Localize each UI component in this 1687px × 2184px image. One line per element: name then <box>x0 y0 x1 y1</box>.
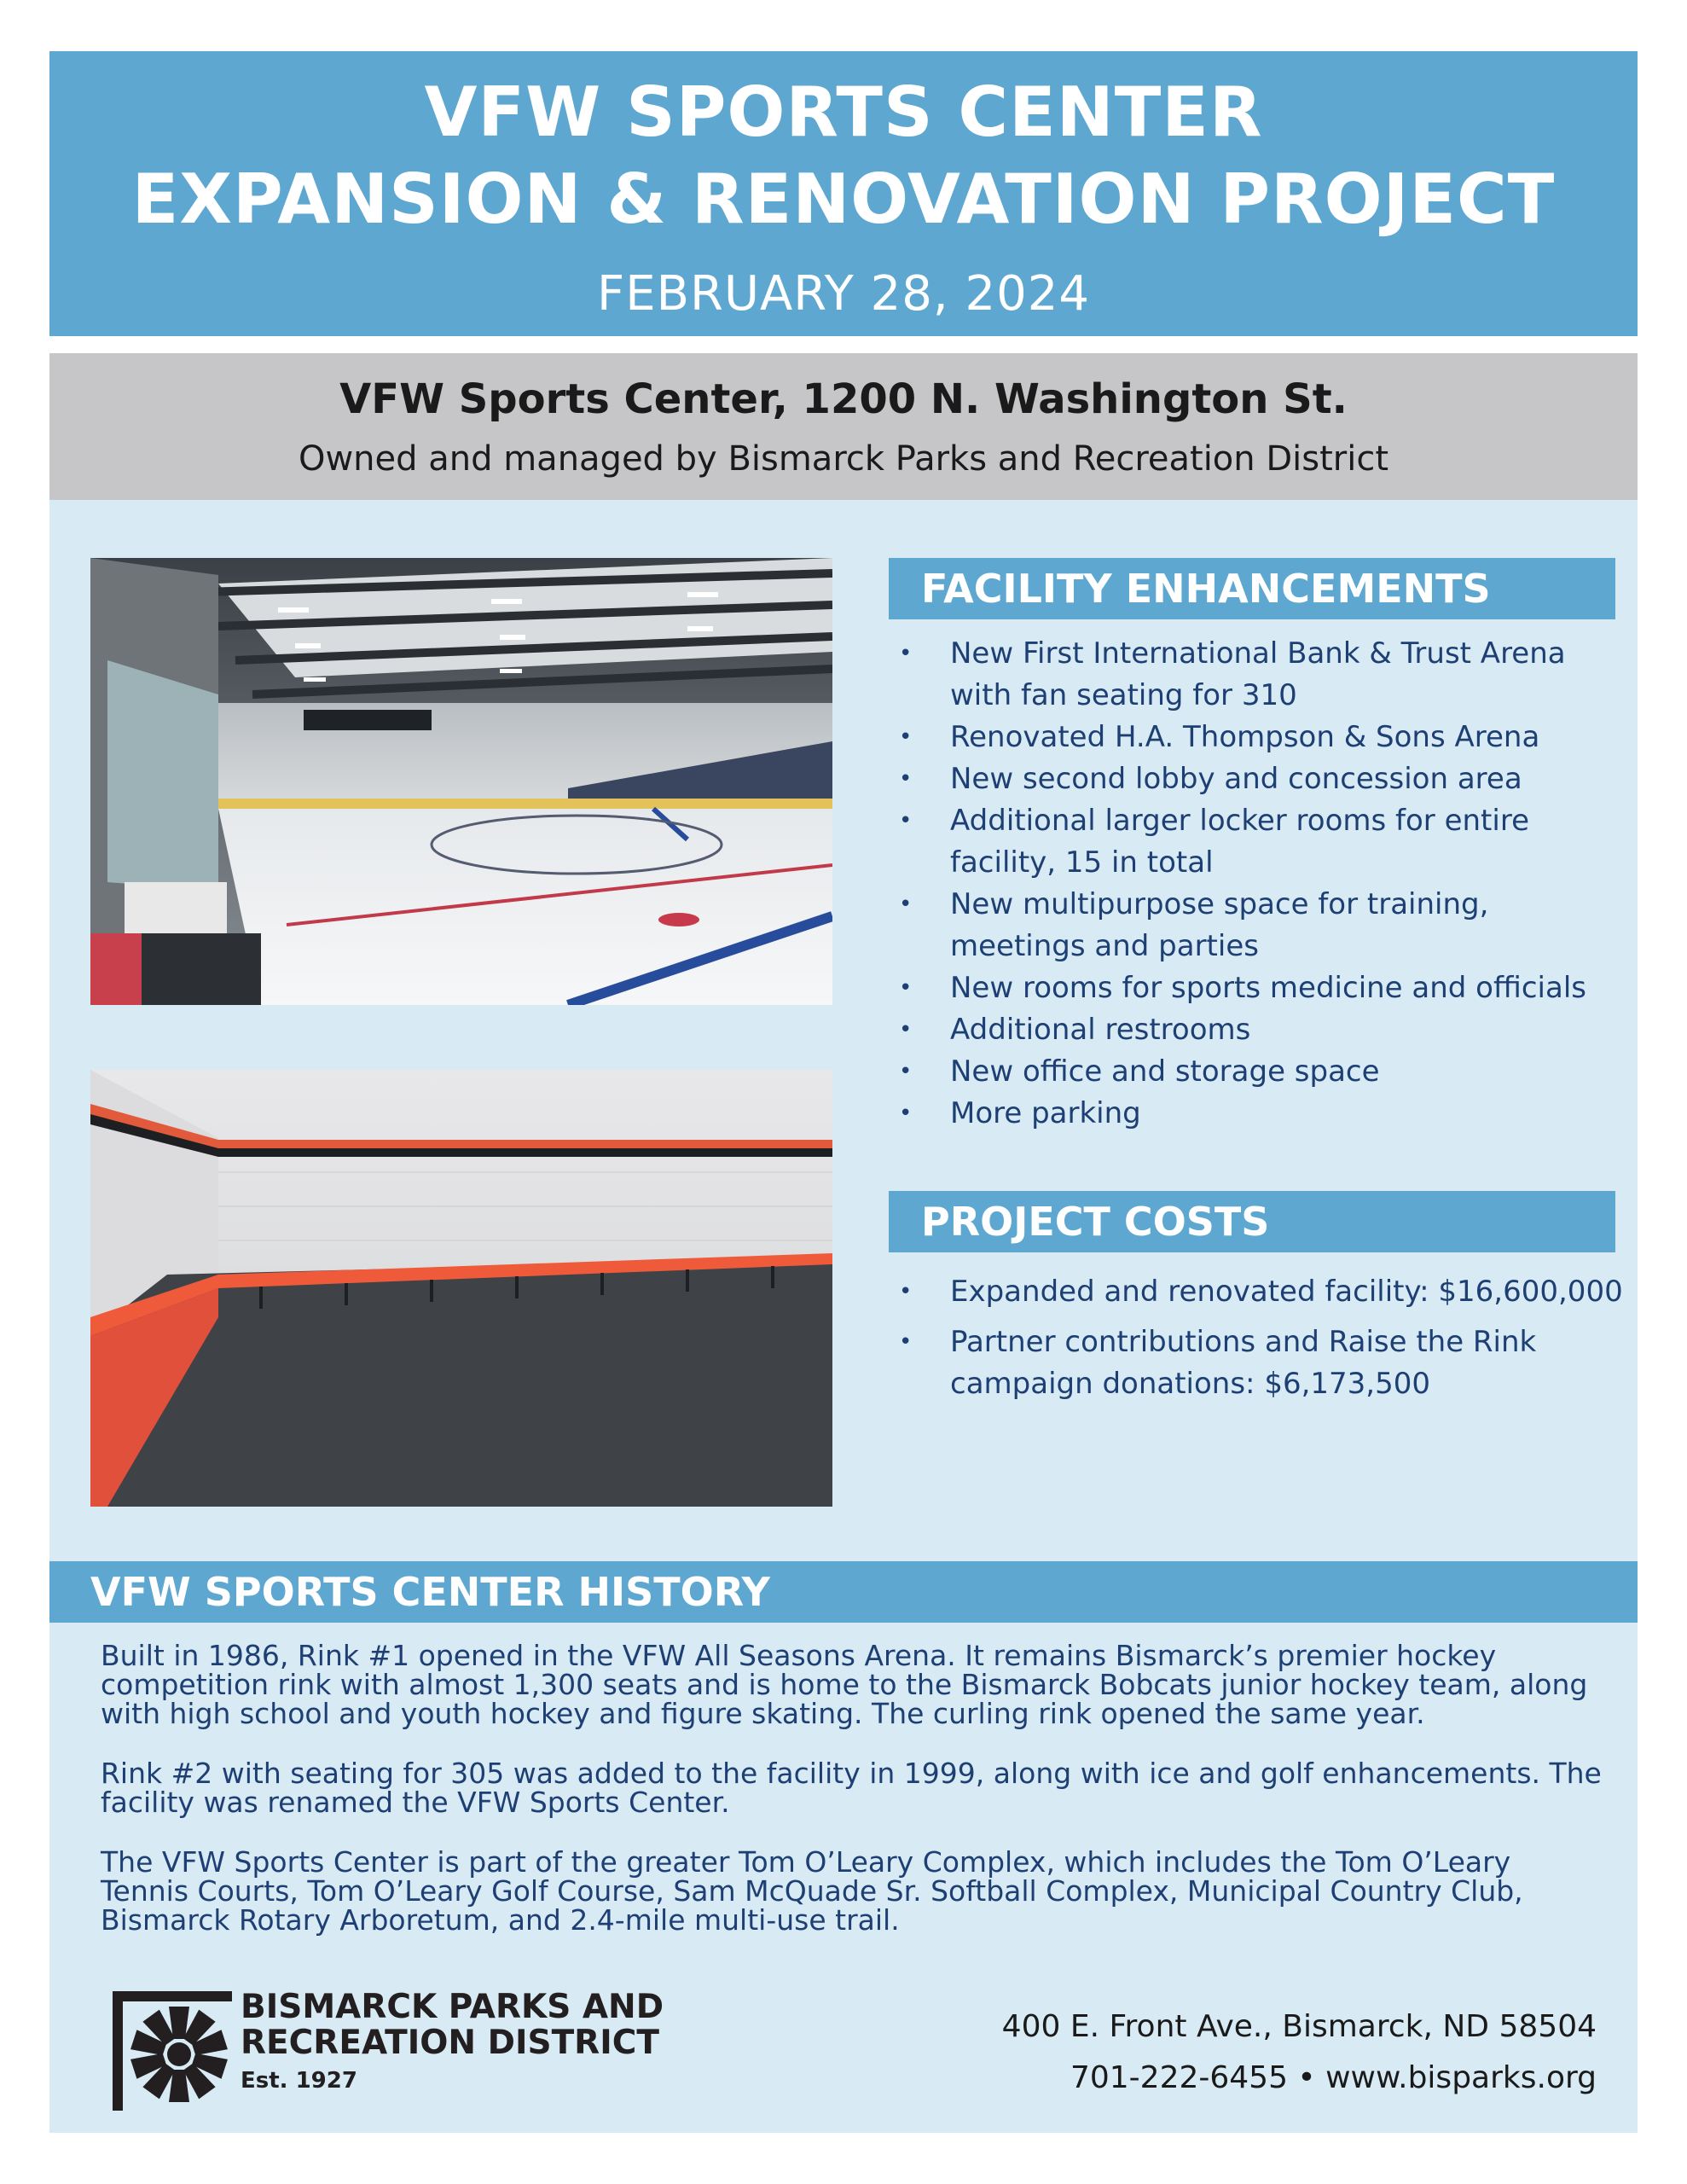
history-paragraph: The VFW Sports Center is part of the greater Tom O’Leary Complex, which includes the Tom O’Leary Tennis Courts, Tom O’Leary Golf Course, Sam McQuade Sr. Softball Complex, Municipal Country Club, Bismarck Rotary Arboretum, and 2.4-mile multi-use trail. <box>101 1845 1523 1937</box>
logo-line-2: RECREATION DISTRICT <box>241 2024 659 2062</box>
title-line-1: VFW SPORTS CENTER <box>424 73 1263 152</box>
contact-info <box>1002 2001 1597 2104</box>
locker-room-photo <box>90 1070 832 1507</box>
facility-enhancements-list <box>897 633 1631 1135</box>
list-item: • New First International Bank & Trust Arena with fan seating for 310 <box>897 633 1631 717</box>
project-costs-heading: PROJECT COSTS <box>889 1191 1615 1252</box>
history-heading: VFW SPORTS CENTER HISTORY <box>49 1561 1638 1623</box>
list-item: • New rooms for sports medicine and officials <box>897 967 1631 1009</box>
list-item: • New multipurpose space for training, meetings and parties <box>897 884 1631 967</box>
list-item: • Partner contributions and Raise the Rink campaign donations: $6,173,500 <box>897 1321 1631 1405</box>
project-costs-list <box>897 1271 1631 1414</box>
page-header <box>49 51 1638 336</box>
list-item: • New second lobby and concession area <box>897 758 1631 800</box>
bismarck-parks-logo <box>113 1988 710 2116</box>
location-banner <box>49 353 1638 500</box>
phone-website[interactable]: 701-222-6455 • www.bisparks.org <box>1070 2060 1597 2095</box>
date: FEBRUARY 28, 2024 <box>597 266 1090 322</box>
history-paragraph: Rink #2 with seating for 305 was added to the facility in 1999, along with ice and golf enhancements. The facility was renamed the VFW Sports Center. <box>101 1757 1602 1819</box>
address: 400 E. Front Ave., Bismarck, ND 58504 <box>1001 2009 1597 2044</box>
title-line-2: EXPANSION & RENOVATION PROJECT <box>131 160 1556 239</box>
ownership-line: Owned and managed by Bismarck Parks and Recreation District <box>298 439 1389 479</box>
logo-line-1: BISMARCK PARKS AND <box>241 1988 664 2026</box>
history-paragraph: Built in 1986, Rink #1 opened in the VFW All Seasons Arena. It remains Bismarck’s premier hockey competition rink with almost 1,300 seats and is home to the Bismarck Bobcats junior hockey team, along with high school and youth hockey and figure skating. The curling rink opened the same year. <box>101 1639 1588 1730</box>
list-item: • New office and storage space <box>897 1051 1631 1093</box>
history-text <box>101 1641 1602 1966</box>
location-title: VFW Sports Center, 1200 N. Washington St. <box>339 375 1348 423</box>
list-item: • Additional larger locker rooms for entire facility, 15 in total <box>897 800 1631 884</box>
logo-established: Est. 1927 <box>241 2068 357 2094</box>
facility-enhancements-heading: FACILITY ENHANCEMENTS <box>889 558 1615 619</box>
list-item: • Renovated H.A. Thompson & Sons Arena <box>897 717 1631 758</box>
ice-rink-arena-photo <box>90 558 832 1005</box>
list-item: • Additional restrooms <box>897 1009 1631 1051</box>
list-item: • More parking <box>897 1093 1631 1135</box>
sunburst-logo-icon <box>113 1991 232 2111</box>
list-item: • Expanded and renovated facility: $16,600,000 <box>897 1271 1631 1313</box>
